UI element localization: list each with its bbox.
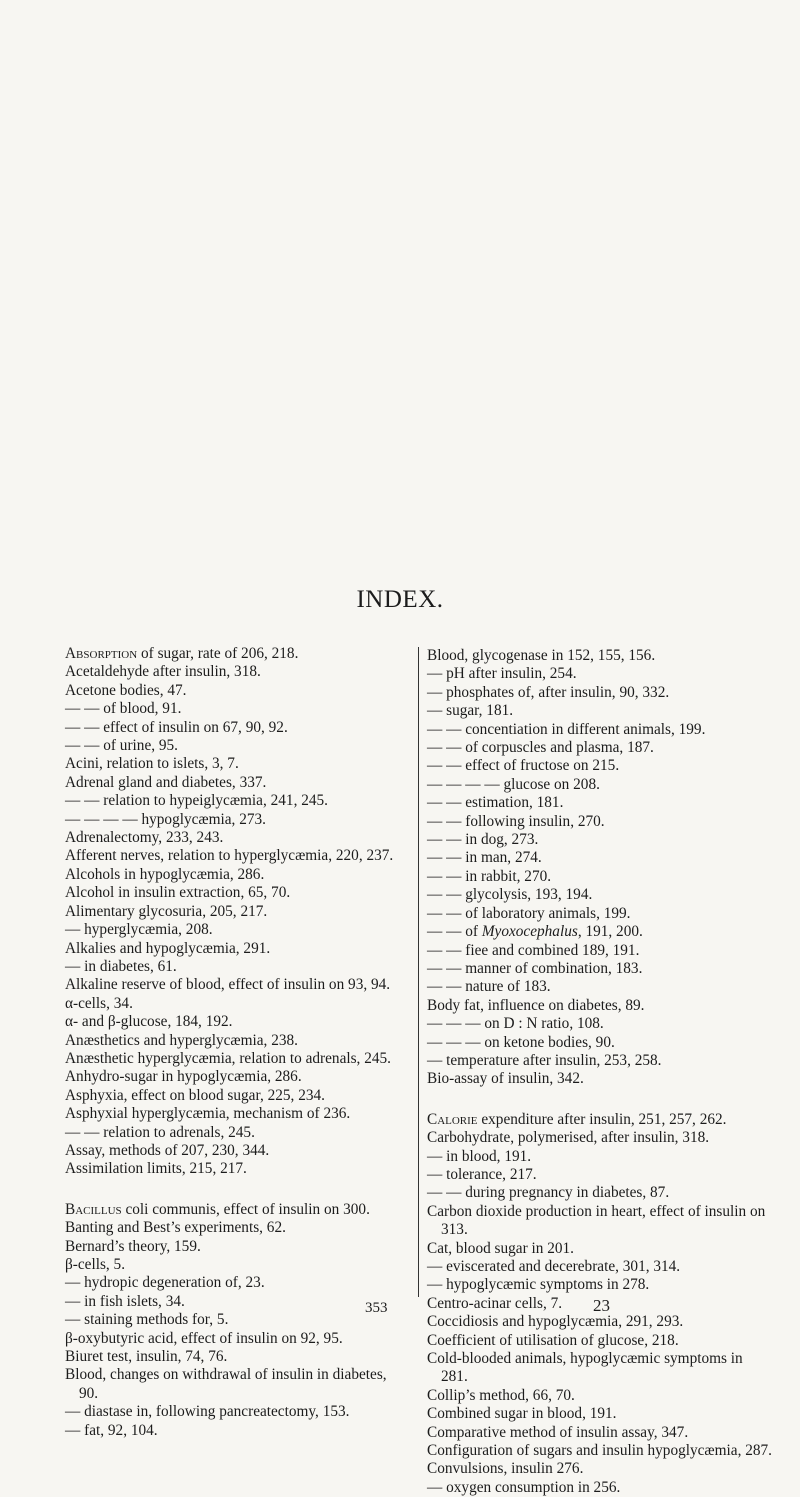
index-entry: [65, 1293, 405, 1311]
index-entry: [65, 976, 405, 994]
entry-text: — — — on ketone bodies, 90.: [427, 1033, 615, 1051]
index-entry: [427, 942, 772, 960]
entry-text: Alkalies and hypoglycæmia, 291.: [65, 939, 271, 957]
entry-text: Convulsions, insulin 276.: [427, 1460, 584, 1478]
entry-text: — sugar, 181.: [427, 702, 514, 720]
entry-text: — — relation to adrenals, 245.: [65, 1123, 255, 1141]
left-column: [65, 645, 405, 1440]
index-entry: [427, 684, 772, 702]
index-entry: [65, 1403, 405, 1421]
entry-text: β-cells, 5.: [65, 1256, 126, 1273]
index-entry: [427, 1203, 772, 1240]
index-entry: [427, 813, 772, 831]
index-entry: [65, 645, 405, 663]
index-entry: [65, 1256, 405, 1274]
index-entry: [427, 1442, 772, 1460]
page-title: INDEX.: [356, 586, 444, 613]
index-entry: [65, 1238, 405, 1256]
entry-text: — — fiee and combined 189, 191.: [427, 941, 640, 959]
entry-text: Adrenalectomy, 233, 243.: [65, 829, 224, 847]
index-entry: [427, 1034, 772, 1052]
entry-text: — — of blood, 91.: [65, 700, 182, 718]
index-entry: [65, 995, 405, 1013]
entry-text: — — of: [427, 923, 482, 941]
entry-text: Acini, relation to islets, 3, 7.: [65, 755, 239, 773]
index-entry: [65, 1105, 405, 1123]
index-entry: [427, 1111, 772, 1129]
entry-text: — — during pregnancy in diabetes, 87.: [427, 1184, 670, 1202]
index-entry: [427, 665, 772, 683]
index-entry: [65, 774, 405, 792]
index-entry: [65, 1032, 405, 1050]
entry-text: — hyperglycæmia, 208.: [65, 921, 213, 939]
entry-text: — — glycolysis, 193, 194.: [427, 886, 593, 904]
entry-text: Bernard’s theory, 159.: [65, 1237, 201, 1255]
index-entry: [65, 1274, 405, 1292]
entry-text: Banting and Best’s experiments, 62.: [65, 1219, 286, 1237]
entry-text: α- and β-glucose, 184, 192.: [65, 1013, 233, 1031]
index-entry: [427, 1070, 772, 1088]
entry-text: Anæsthetic hyperglycæmia, relation to adrenals, 245.: [65, 1049, 391, 1067]
entry-text: — temperature after insulin, 253, 258.: [427, 1051, 662, 1069]
index-entry: [427, 776, 772, 794]
entry-text: — — — — hypoglycæmia, 273.: [65, 810, 266, 828]
entry-text: — hydropic degeneration of, 23.: [65, 1274, 265, 1292]
index-entry: [427, 757, 772, 775]
index-entry: [427, 1184, 772, 1202]
index-entry: [427, 721, 772, 739]
entry-text: — — concentiation in different animals, 199.: [427, 720, 706, 738]
entry-text: Alimentary glycosuria, 205, 217.: [65, 902, 268, 920]
index-entry: [427, 1276, 772, 1294]
index-entry: [427, 1015, 772, 1033]
entry-text: Cat, blood sugar in 201.: [427, 1239, 575, 1257]
entry-text: Alcohol in insulin extraction, 65, 70.: [65, 884, 291, 902]
index-entry: [427, 1129, 772, 1147]
index-entry: [65, 1087, 405, 1105]
entry-text: Blood, glycogenase in 152, 155, 156.: [427, 647, 656, 664]
index-entry: [65, 1142, 405, 1160]
entry-text: — — in man, 274.: [427, 849, 542, 867]
entry-text: Combined sugar in blood, 191.: [427, 1405, 617, 1423]
entry-text: Alkaline reserve of blood, effect of insulin on 93, 94.: [65, 976, 391, 994]
entry-text: Adrenal gland and diabetes, 337.: [65, 773, 267, 791]
index-entry: [65, 847, 405, 865]
entry-text: Asphyxial hyperglycæmia, mechanism of 236.: [65, 1105, 351, 1123]
entry-text: — — in dog, 273.: [427, 831, 539, 849]
entry-lead-word: Calorie: [427, 1110, 478, 1128]
entry-text: Assay, methods of 207, 230, 344.: [65, 1141, 270, 1159]
index-entry: [427, 978, 772, 996]
entry-text: — phosphates of, after insulin, 90, 332.: [427, 683, 670, 701]
entry-text: Configuration of sugars and insulin hypoglycæmia, 287.: [427, 1442, 772, 1460]
entry-text: — diastase in, following pancreatectomy, 153.: [65, 1403, 350, 1421]
entry-text: Anæsthetics and hyperglycæmia, 238.: [65, 1031, 298, 1049]
entry-text: Afferent nerves, relation to hyperglycæmia, 220, 237.: [65, 847, 394, 865]
entry-text: Body fat, influence on diabetes, 89.: [427, 996, 645, 1014]
entry-text: Biuret test, insulin, 74, 76.: [65, 1348, 228, 1366]
entry-text: — pH after insulin, 254.: [427, 665, 577, 683]
index-entry: [65, 719, 405, 737]
index-entry: [427, 1258, 772, 1276]
entry-text: Assimilation limits, 215, 217.: [65, 1160, 247, 1178]
index-entry: [427, 849, 772, 867]
entry-text: Bio-assay of insulin, 342.: [427, 1070, 584, 1088]
index-entry: [65, 829, 405, 847]
index-entry: [65, 663, 405, 681]
section-gap: [65, 1179, 405, 1201]
index-entry: [65, 1201, 405, 1219]
index-entry: [65, 1422, 405, 1440]
entry-text: — — — on D : N ratio, 108.: [427, 1015, 604, 1033]
entry-text: — tolerance, 217.: [427, 1165, 537, 1183]
entry-text: Asphyxia, effect on blood sugar, 225, 234.: [65, 1086, 325, 1104]
index-entry: [427, 1332, 772, 1350]
entry-text: — in fish islets, 34.: [65, 1292, 185, 1310]
index-entry: [427, 1479, 772, 1497]
index-entry: [65, 958, 405, 976]
index-entry: [65, 1160, 405, 1178]
index-entry: [427, 1387, 772, 1405]
index-entry: [65, 737, 405, 755]
index-entry: [65, 866, 405, 884]
entry-text: — — estimation, 181.: [427, 794, 564, 812]
entry-text: Coefficient of utilisation of glucose, 218.: [427, 1331, 679, 1349]
index-entry: [65, 1330, 405, 1348]
index-entry: [427, 1166, 772, 1184]
index-entry: [65, 1050, 405, 1068]
index-entry: [427, 1424, 772, 1442]
entry-text: Blood, changes on withdrawal of insulin in diabetes, 90.: [65, 1366, 387, 1402]
index-entry: [427, 997, 772, 1015]
index-entry: [427, 794, 772, 812]
entry-text: Comparative method of insulin assay, 347.: [427, 1423, 689, 1441]
index-entry: [427, 1052, 772, 1070]
page-number: 353: [365, 1300, 388, 1316]
entry-text: — eviscerated and decerebrate, 301, 314.: [427, 1258, 681, 1275]
index-entry: [427, 702, 772, 720]
entry-text: — — — — glucose on 208.: [427, 775, 600, 793]
entry-text: — — of urine, 95.: [65, 737, 179, 755]
entry-text: — — in rabbit, 270.: [427, 867, 552, 885]
entry-text: Anhydro-sugar in hypoglycæmia, 286.: [65, 1068, 302, 1086]
entry-text: — — of laboratory animals, 199.: [427, 904, 631, 922]
entry-text: Acetone bodies, 47.: [65, 681, 187, 699]
index-entry: [427, 886, 772, 904]
index-entry: [65, 903, 405, 921]
entry-text: — — effect of insulin on 67, 90, 92.: [65, 718, 288, 736]
index-entry: [65, 792, 405, 810]
index-entry: [427, 1240, 772, 1258]
index-entry: [427, 905, 772, 923]
index-entry: [65, 1219, 405, 1237]
entry-text: of sugar, rate of 206, 218.: [137, 645, 299, 662]
index-entry: [427, 923, 772, 941]
index-entry: [65, 682, 405, 700]
index-entry: [427, 960, 772, 978]
index-entry: [427, 647, 772, 665]
index-entry: [65, 1348, 405, 1366]
entry-text: Coccidiosis and hypoglycæmia, 291, 293.: [427, 1313, 684, 1331]
entry-text: β-oxybutyric acid, effect of insulin on 92, 95.: [65, 1329, 343, 1347]
index-entry: [427, 1405, 772, 1423]
entry-text: coli communis, effect of insulin on 300.: [121, 1200, 370, 1218]
entry-text: Carbohydrate, polymerised, after insulin, 318.: [427, 1129, 710, 1147]
entry-text: — in blood, 191.: [427, 1147, 532, 1165]
index-entry: [427, 1148, 772, 1166]
entry-italic: Myoxocephalus: [481, 923, 578, 941]
entry-text: Collip’s method, 66, 70.: [427, 1386, 575, 1404]
entry-text: Carbon dioxide production in heart, effect of insulin on 313.: [427, 1202, 766, 1239]
entry-lead-word: Absorption: [65, 645, 138, 662]
index-entry: [427, 1350, 772, 1387]
entry-text: — — following insulin, 270.: [427, 812, 605, 830]
index-entry: [65, 1124, 405, 1142]
index-entry: [65, 1366, 405, 1403]
index-entry: [65, 921, 405, 939]
entry-text: — — relation to hypeiglycæmia, 241, 245.: [65, 792, 328, 810]
entry-text: — — effect of fructose on 215.: [427, 757, 620, 775]
entry-text: — hypoglycæmic symptoms in 278.: [427, 1276, 650, 1294]
index-entry: [65, 1068, 405, 1086]
entry-text: — oxygen consumption in 256.: [427, 1478, 621, 1496]
entry-text: expenditure after insulin, 251, 257, 262.: [477, 1110, 727, 1128]
entry-lead-word: Bacillus: [65, 1200, 122, 1218]
entry-text: Centro-acinar cells, 7.: [427, 1294, 563, 1312]
entry-tail: , 191, 200.: [577, 923, 643, 941]
entry-text: — — manner of combination, 183.: [427, 959, 643, 977]
index-entry: [65, 755, 405, 773]
entry-text: Acetaldehyde after insulin, 318.: [65, 663, 261, 681]
index-entry: [427, 739, 772, 757]
index-entry: [65, 811, 405, 829]
index-entry: [427, 831, 772, 849]
entry-text: — — nature of 183.: [427, 978, 551, 996]
entry-text: α-cells, 34.: [65, 994, 133, 1012]
index-entry: [65, 940, 405, 958]
index-entry: [65, 884, 405, 902]
index-entry: [65, 700, 405, 718]
entry-text: Alcohols in hypoglycæmia, 286.: [65, 865, 265, 883]
entry-text: — — of corpuscles and plasma, 187.: [427, 739, 654, 757]
entry-text: — in diabetes, 61.: [65, 957, 177, 975]
section-gap: [427, 1089, 772, 1111]
entry-text: — staining methods for, 5.: [65, 1311, 229, 1329]
index-entry: [427, 1460, 772, 1478]
signature-mark: 23: [593, 1296, 610, 1315]
entry-text: — fat, 92, 104.: [65, 1421, 158, 1439]
index-entry: [65, 1311, 405, 1329]
index-entry: [65, 1013, 405, 1031]
entry-text: Cold-blooded animals, hypoglycæmic symptoms in 281.: [427, 1350, 743, 1386]
index-entry: [427, 868, 772, 886]
